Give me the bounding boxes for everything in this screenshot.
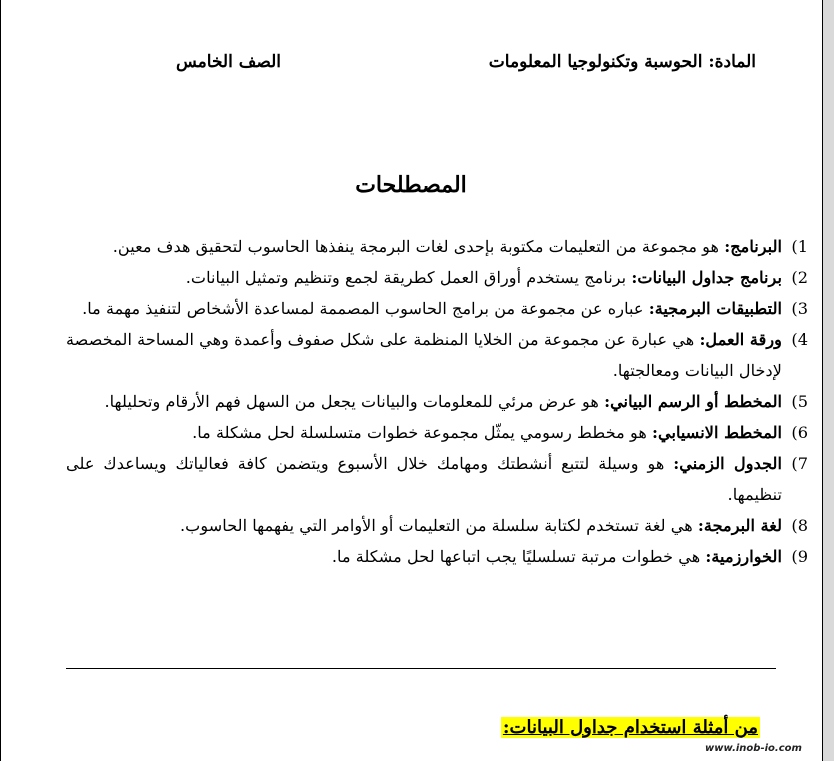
- term-name: التطبيقات البرمجية:: [648, 299, 782, 318]
- grade-header: الصف الخامس: [176, 52, 281, 72]
- term-definition: هو عرض مرئي للمعلومات والبيانات يجعل من السهل فهم الأرقام وتحليلها.: [104, 392, 599, 411]
- term-item: [66, 324, 808, 386]
- term-definition: هو مجموعة من التعليمات مكتوبة بإحدى لغات البرمجة ينفذها الحاسوب لتحقيق هدف معين.: [112, 237, 720, 256]
- term-item: [66, 448, 808, 510]
- examples-heading: من أمثلة استخدام جداول البيانات:: [502, 717, 758, 738]
- page-title: المصطلحات: [355, 172, 467, 198]
- term-definition: برنامج يستخدم أوراق العمل كطريقة لجمع وتنظيم وتمثيل البيانات.: [185, 268, 627, 287]
- term-number: 9): [791, 547, 808, 566]
- term-definition: عباره عن مجموعة من برامج الحاسوب المصممة لمساعدة الأشخاص لتنفيذ مهمة ما.: [82, 299, 644, 318]
- term-definition: هو وسيلة لتتبع أنشطتك ومهامك خلال الأسبوع ويتضمن كافة فعالياتك ويساعدك على تنظيمها.: [66, 454, 782, 504]
- term-number: 4): [791, 330, 808, 349]
- term-item: [66, 293, 808, 324]
- term-number: 8): [791, 516, 808, 535]
- term-name: الخوارزمية:: [705, 547, 782, 566]
- page-shadow: [823, 0, 834, 761]
- term-definition: هي عبارة عن مجموعة من الخلايا المنظمة على شكل صفوف وأعمدة وهي المساحة المخصصة لإدخال البيانات ومعالجتها.: [66, 330, 782, 380]
- term-name: الجدول الزمني:: [673, 454, 782, 473]
- term-definition: هي لغة تستخدم لكتابة سلسلة من التعليمات أو الأوامر التي يفهمها الحاسوب.: [179, 516, 693, 535]
- term-definition: هو مخطط رسومي يمثّل مجموعة خطوات متسلسلة لحل مشكلة ما.: [192, 423, 647, 442]
- term-number: 3): [791, 299, 808, 318]
- term-name: لغة البرمجة:: [697, 516, 782, 535]
- term-number: 5): [791, 392, 808, 411]
- term-item: [66, 262, 808, 293]
- term-item: [66, 541, 808, 572]
- term-name: البرنامج:: [724, 237, 782, 256]
- term-item: [66, 417, 808, 448]
- term-item: [66, 510, 808, 541]
- term-name: برنامج جداول البيانات:: [631, 268, 782, 287]
- term-item: [66, 386, 808, 417]
- term-number: 1): [791, 237, 808, 256]
- term-name: المخطط أو الرسم البياني:: [604, 392, 782, 411]
- term-number: 2): [791, 268, 808, 287]
- term-number: 7): [791, 454, 808, 473]
- subject-header: المادة: الحوسبة وتكنولوجيا المعلومات: [488, 52, 756, 72]
- term-name: المخطط الانسيابي:: [652, 423, 782, 442]
- watermark: www.inob-io.com: [705, 743, 802, 754]
- term-item: [66, 231, 808, 262]
- term-name: ورقة العمل:: [699, 330, 782, 349]
- terms-list: [66, 231, 808, 572]
- term-definition: هي خطوات مرتبة تسلسليًا يجب اتباعها لحل مشكلة ما.: [331, 547, 701, 566]
- term-number: 6): [791, 423, 808, 442]
- section-divider: [66, 668, 776, 669]
- page-border-left: [0, 0, 1, 761]
